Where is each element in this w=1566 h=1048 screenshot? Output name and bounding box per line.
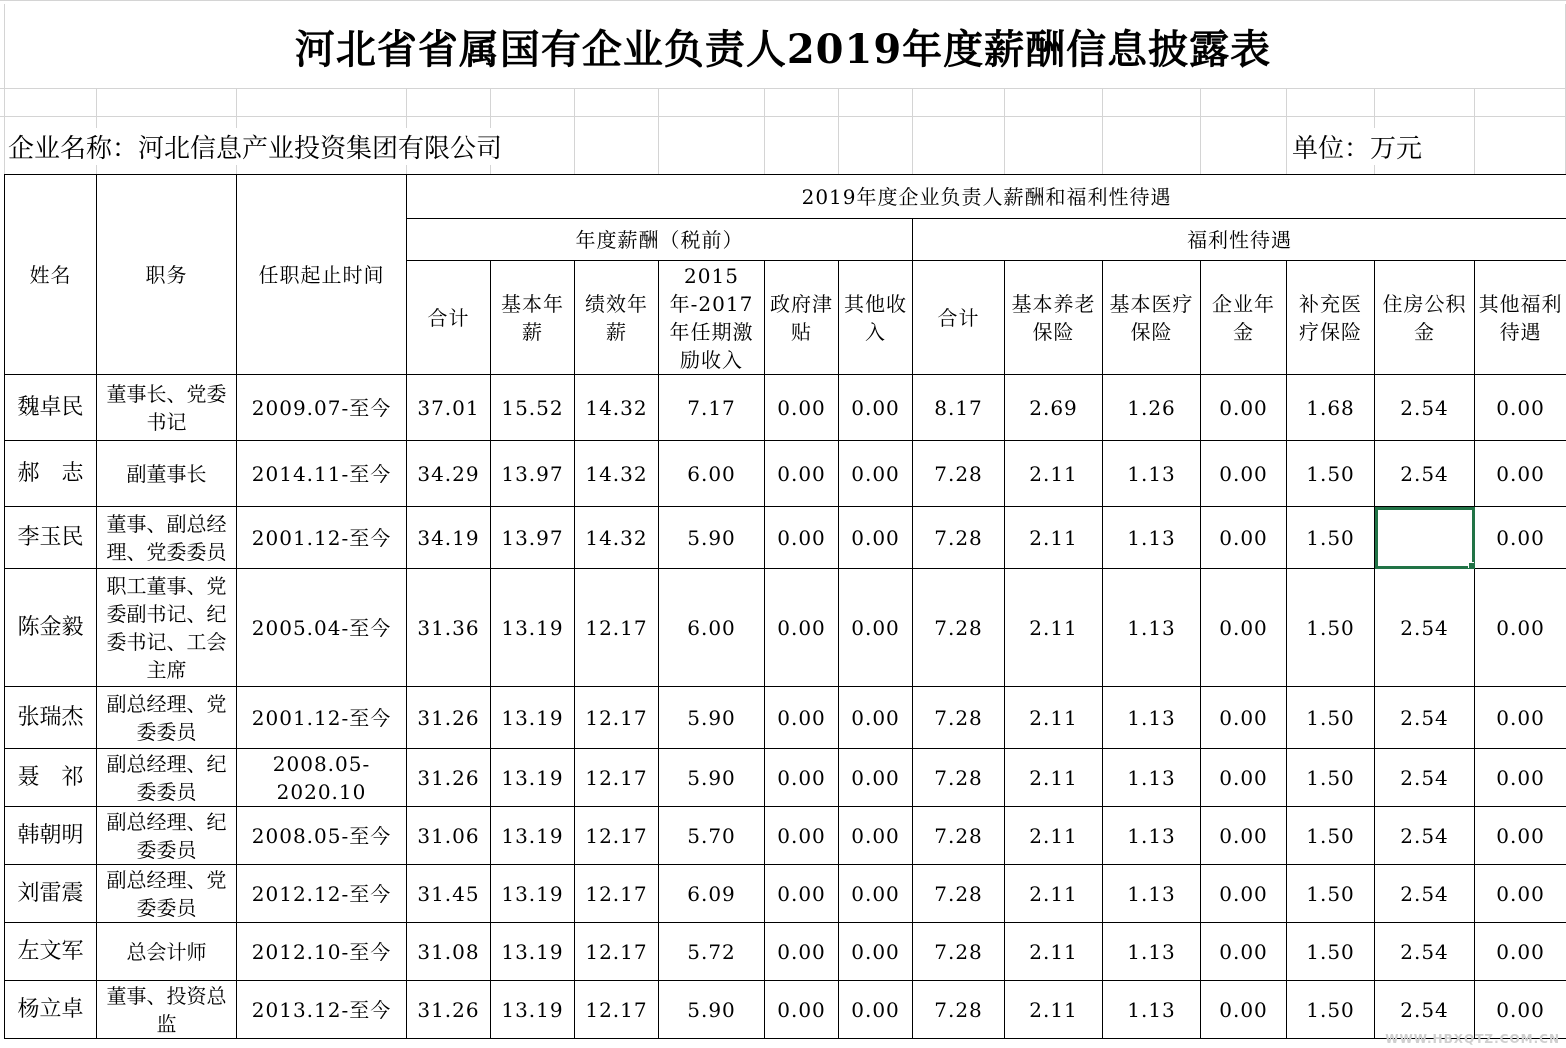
cell-term[interactable]: 2012.12-至今 <box>237 865 407 923</box>
cell-value[interactable]: 0.00 <box>1201 441 1287 507</box>
table-row <box>5 981 1566 1039</box>
cell-value[interactable]: 13.19 <box>491 569 575 687</box>
cell-value[interactable]: 5.70 <box>659 807 765 865</box>
cell-value[interactable]: 2.54 <box>1375 441 1475 507</box>
cell-value[interactable]: 1.50 <box>1287 923 1375 981</box>
cell-value[interactable]: 1.50 <box>1287 807 1375 865</box>
cell-value[interactable]: 0.00 <box>765 981 839 1039</box>
cell-value[interactable]: 12.17 <box>575 807 659 865</box>
cell-value[interactable]: 2.11 <box>1005 807 1103 865</box>
cell-value[interactable]: 0.00 <box>1475 375 1566 441</box>
cell-value[interactable]: 2.54 <box>1375 569 1475 687</box>
cell-value[interactable]: 0.00 <box>1201 749 1287 807</box>
fill-handle[interactable] <box>1468 562 1475 569</box>
cell-value[interactable]: 7.28 <box>913 865 1005 923</box>
cell-value[interactable]: 0.00 <box>1201 507 1287 569</box>
cell-value[interactable]: 12.17 <box>575 687 659 749</box>
header-salary-col[interactable]: 其他收入 <box>839 261 913 375</box>
cell-value[interactable]: 0.00 <box>839 507 913 569</box>
company-name[interactable]: 企业名称：河北信息产业投资集团有限公司 <box>8 128 506 165</box>
cell-value[interactable]: 2.11 <box>1005 441 1103 507</box>
cell-value[interactable]: 12.17 <box>575 981 659 1039</box>
header-salary-group[interactable]: 年度薪酬（税前） <box>407 219 913 261</box>
cell-value[interactable]: 1.13 <box>1103 923 1201 981</box>
cell-value[interactable]: 34.29 <box>407 441 491 507</box>
cell-name[interactable]: 李玉民 <box>5 507 97 569</box>
cell-value[interactable]: 0.00 <box>1201 923 1287 981</box>
cell-value[interactable]: 0.00 <box>839 441 913 507</box>
cell-name[interactable]: 张瑞杰 <box>5 687 97 749</box>
cell-value[interactable]: 7.28 <box>913 569 1005 687</box>
table-row <box>5 749 1566 807</box>
cell-value[interactable]: 1.50 <box>1287 981 1375 1039</box>
cell-value[interactable]: 2.11 <box>1005 981 1103 1039</box>
cell-value[interactable]: 0.00 <box>765 441 839 507</box>
header-group[interactable]: 2019年度企业负责人薪酬和福利性待遇 <box>407 175 1566 219</box>
cell-position[interactable]: 副总经理、党委委员 <box>97 865 237 923</box>
cell-position[interactable]: 副总经理、纪委委员 <box>97 749 237 807</box>
header-welfare-col[interactable]: 企业年金 <box>1201 261 1287 375</box>
cell-value[interactable]: 13.19 <box>491 981 575 1039</box>
cell-value[interactable]: 13.19 <box>491 687 575 749</box>
cell-value[interactable]: 13.19 <box>491 865 575 923</box>
cell-value[interactable]: 1.13 <box>1103 865 1201 923</box>
cell-value[interactable]: 2.54 <box>1375 687 1475 749</box>
cell-value[interactable]: 7.28 <box>913 687 1005 749</box>
cell-value[interactable]: 1.50 <box>1287 507 1375 569</box>
header-welfare-col[interactable]: 合计 <box>913 261 1005 375</box>
cell-position[interactable]: 副总经理、纪委委员 <box>97 807 237 865</box>
cell-value[interactable]: 5.90 <box>659 687 765 749</box>
page-title: 河北省省属国有企业负责人2019年度薪酬信息披露表 <box>294 26 1272 73</box>
cell-value[interactable]: 31.45 <box>407 865 491 923</box>
cell-value[interactable]: 0.00 <box>765 687 839 749</box>
cell-value[interactable]: 15.52 <box>491 375 575 441</box>
cell-value[interactable]: 0.00 <box>1201 865 1287 923</box>
cell-value[interactable]: 6.09 <box>659 865 765 923</box>
cell-term[interactable]: 2001.12-至今 <box>237 687 407 749</box>
header-position[interactable]: 职务 <box>97 175 237 375</box>
cell-value[interactable]: 0.00 <box>839 375 913 441</box>
cell-value[interactable]: 7.28 <box>913 507 1005 569</box>
table-row <box>5 441 1566 507</box>
cell-value[interactable]: 7.28 <box>913 441 1005 507</box>
cell-value[interactable]: 5.90 <box>659 507 765 569</box>
cell-value[interactable]: 12.17 <box>575 569 659 687</box>
cell-term[interactable]: 2008.05-至今 <box>237 807 407 865</box>
cell-value[interactable]: 0.00 <box>1201 569 1287 687</box>
cell-name[interactable]: 刘雷震 <box>5 865 97 923</box>
cell-value[interactable]: 0.00 <box>765 507 839 569</box>
cell-value[interactable]: 2.54 <box>1375 865 1475 923</box>
cell-value[interactable]: 7.28 <box>913 749 1005 807</box>
table-row <box>5 923 1566 981</box>
cell-value[interactable]: 5.90 <box>659 749 765 807</box>
cell-name[interactable]: 郝 志 <box>5 441 97 507</box>
cell-value[interactable]: 2.54 <box>1375 375 1475 441</box>
cell-name[interactable]: 韩朝明 <box>5 807 97 865</box>
cell-value[interactable]: 12.17 <box>575 865 659 923</box>
cell-value[interactable]: 13.19 <box>491 923 575 981</box>
cell-value[interactable]: 13.97 <box>491 507 575 569</box>
cell-value[interactable]: 13.19 <box>491 749 575 807</box>
cell-value[interactable]: 0.00 <box>1475 865 1566 923</box>
cell-value[interactable]: 31.26 <box>407 981 491 1039</box>
cell-value[interactable]: 0.00 <box>1475 981 1566 1039</box>
cell-value[interactable]: 1.13 <box>1103 749 1201 807</box>
cell-term[interactable]: 2013.12-至今 <box>237 981 407 1039</box>
cell-value[interactable]: 0.00 <box>1475 807 1566 865</box>
cell-value[interactable]: 6.00 <box>659 569 765 687</box>
cell-value[interactable]: 0.00 <box>765 749 839 807</box>
cell-value[interactable]: 0.00 <box>765 375 839 441</box>
cell-value[interactable]: 0.00 <box>839 923 913 981</box>
cell-value[interactable]: 1.13 <box>1103 569 1201 687</box>
cell-value[interactable]: 2.69 <box>1005 375 1103 441</box>
cell-term[interactable]: 2001.12-至今 <box>237 507 407 569</box>
cell-position[interactable]: 总会计师 <box>97 923 237 981</box>
cell-value[interactable]: 31.26 <box>407 687 491 749</box>
cell-value[interactable]: 37.01 <box>407 375 491 441</box>
cell-term[interactable]: 2008.05-2020.10 <box>237 749 407 807</box>
cell-value[interactable]: 2.54 <box>1375 807 1475 865</box>
cell-value[interactable]: 1.50 <box>1287 749 1375 807</box>
header-welfare-col[interactable]: 住房公积金 <box>1375 261 1475 375</box>
header-welfare-col[interactable]: 其他福利待遇 <box>1475 261 1566 375</box>
cell-value[interactable]: 6.00 <box>659 441 765 507</box>
cell-value[interactable]: 13.97 <box>491 441 575 507</box>
cell-value[interactable]: 1.50 <box>1287 569 1375 687</box>
table-row <box>5 807 1566 865</box>
cell-value[interactable]: 0.00 <box>1475 569 1566 687</box>
header-salary-col[interactable]: 合计 <box>407 261 491 375</box>
cell-value[interactable]: 1.50 <box>1287 865 1375 923</box>
cell-value[interactable]: 0.00 <box>1201 687 1287 749</box>
cell-value[interactable]: 1.13 <box>1103 807 1201 865</box>
cell-value[interactable]: 2.11 <box>1005 507 1103 569</box>
cell-value[interactable]: 0.00 <box>765 865 839 923</box>
cell-value[interactable]: 31.36 <box>407 569 491 687</box>
cell-value[interactable]: 31.06 <box>407 807 491 865</box>
cell-value[interactable]: 31.26 <box>407 749 491 807</box>
header-salary-col[interactable]: 基本年薪 <box>491 261 575 375</box>
cell-value[interactable]: 2.11 <box>1005 865 1103 923</box>
cell-position[interactable]: 副总经理、党委委员 <box>97 687 237 749</box>
salary-table <box>4 174 1566 1039</box>
cell-name[interactable]: 杨立卓 <box>5 981 97 1039</box>
cell-value[interactable]: 14.32 <box>575 375 659 441</box>
cell-value[interactable]: 1.13 <box>1103 441 1201 507</box>
selected-cell[interactable] <box>1375 507 1475 569</box>
cell-value[interactable]: 7.28 <box>913 923 1005 981</box>
cell-value[interactable]: 5.90 <box>659 981 765 1039</box>
header-name[interactable]: 姓名 <box>5 175 97 375</box>
cell-term[interactable]: 2014.11-至今 <box>237 441 407 507</box>
cell-value[interactable]: 2.54 <box>1375 981 1475 1039</box>
header-welfare-col[interactable]: 补充医疗保险 <box>1287 261 1375 375</box>
cell-value[interactable]: 0.00 <box>765 569 839 687</box>
header-salary-col[interactable]: 绩效年薪 <box>575 261 659 375</box>
cell-value[interactable]: 7.17 <box>659 375 765 441</box>
cell-value[interactable]: 34.19 <box>407 507 491 569</box>
cell-value[interactable]: 2.54 <box>1375 749 1475 807</box>
cell-name[interactable]: 聂 祁 <box>5 749 97 807</box>
cell-term[interactable]: 2009.07-至今 <box>237 375 407 441</box>
cell-value[interactable]: 0.00 <box>1475 687 1566 749</box>
header-salary-col[interactable]: 2015年-2017年任期激励收入 <box>659 261 765 375</box>
header-salary-col[interactable]: 政府津贴 <box>765 261 839 375</box>
cell-term[interactable]: 2005.04-至今 <box>237 569 407 687</box>
cell-value[interactable]: 2.54 <box>1375 923 1475 981</box>
cell-value[interactable]: 7.28 <box>913 807 1005 865</box>
cell-value[interactable]: 0.00 <box>1475 923 1566 981</box>
cell-value[interactable]: 13.19 <box>491 807 575 865</box>
cell-position[interactable]: 职工董事、党委副书记、纪委书记、工会主席 <box>97 569 237 687</box>
cell-value[interactable]: 5.72 <box>659 923 765 981</box>
table-row <box>5 569 1566 687</box>
cell-value[interactable]: 2.11 <box>1005 569 1103 687</box>
cell-value[interactable]: 1.26 <box>1103 375 1201 441</box>
table-row <box>5 865 1566 923</box>
cell-value[interactable]: 0.00 <box>839 569 913 687</box>
header-welfare-col[interactable]: 基本医疗保险 <box>1103 261 1201 375</box>
watermark: WWW.HBXQTZ.COM.CN <box>1385 1032 1560 1046</box>
cell-value[interactable]: 1.13 <box>1103 687 1201 749</box>
cell-value[interactable]: 7.28 <box>913 981 1005 1039</box>
cell-position[interactable]: 董事、投资总监 <box>97 981 237 1039</box>
cell-value[interactable]: 0.00 <box>765 807 839 865</box>
cell-value[interactable]: 0.00 <box>839 865 913 923</box>
cell-position[interactable]: 董事长、党委书记 <box>97 375 237 441</box>
cell-value[interactable]: 0.00 <box>1475 441 1566 507</box>
cell-value[interactable]: 0.00 <box>839 687 913 749</box>
cell-value[interactable]: 2.11 <box>1005 749 1103 807</box>
cell-value[interactable]: 1.13 <box>1103 981 1201 1039</box>
cell-value[interactable]: 0.00 <box>839 749 913 807</box>
cell-value[interactable]: 2.11 <box>1005 687 1103 749</box>
cell-value[interactable]: 31.08 <box>407 923 491 981</box>
cell-value[interactable]: 12.17 <box>575 923 659 981</box>
header-welfare-col[interactable]: 基本养老保险 <box>1005 261 1103 375</box>
unit-label[interactable]: 单位：万元 <box>1292 128 1424 165</box>
cell-value[interactable]: 0.00 <box>1475 749 1566 807</box>
cell-value[interactable]: 1.68 <box>1287 375 1375 441</box>
cell-value[interactable]: 0.00 <box>1201 375 1287 441</box>
cell-value[interactable]: 14.32 <box>575 441 659 507</box>
cell-term[interactable]: 2012.10-至今 <box>237 923 407 981</box>
cell-value[interactable]: 2.11 <box>1005 923 1103 981</box>
cell-value[interactable]: 14.32 <box>575 507 659 569</box>
table-row <box>5 687 1566 749</box>
cell-name[interactable]: 左文军 <box>5 923 97 981</box>
cell-value[interactable]: 0.00 <box>839 807 913 865</box>
table-row <box>5 375 1566 441</box>
cell-position[interactable]: 副董事长 <box>97 441 237 507</box>
cell-name[interactable]: 魏卓民 <box>5 375 97 441</box>
cell-value[interactable]: 0.00 <box>765 923 839 981</box>
cell-value[interactable]: 1.13 <box>1103 507 1201 569</box>
cell-name[interactable]: 陈金毅 <box>5 569 97 687</box>
cell-value[interactable]: 1.50 <box>1287 441 1375 507</box>
cell-value[interactable]: 0.00 <box>1201 981 1287 1039</box>
cell-value[interactable]: 0.00 <box>839 981 913 1039</box>
cell-position[interactable]: 董事、副总经理、党委委员 <box>97 507 237 569</box>
cell-value[interactable]: 0.00 <box>1475 507 1566 569</box>
table-row <box>5 507 1566 569</box>
cell-value[interactable]: 8.17 <box>913 375 1005 441</box>
header-welfare-group[interactable]: 福利性待遇 <box>913 219 1566 261</box>
cell-value[interactable]: 12.17 <box>575 749 659 807</box>
header-term[interactable]: 任职起止时间 <box>237 175 407 375</box>
cell-value[interactable]: 0.00 <box>1201 807 1287 865</box>
cell-value[interactable]: 1.50 <box>1287 687 1375 749</box>
